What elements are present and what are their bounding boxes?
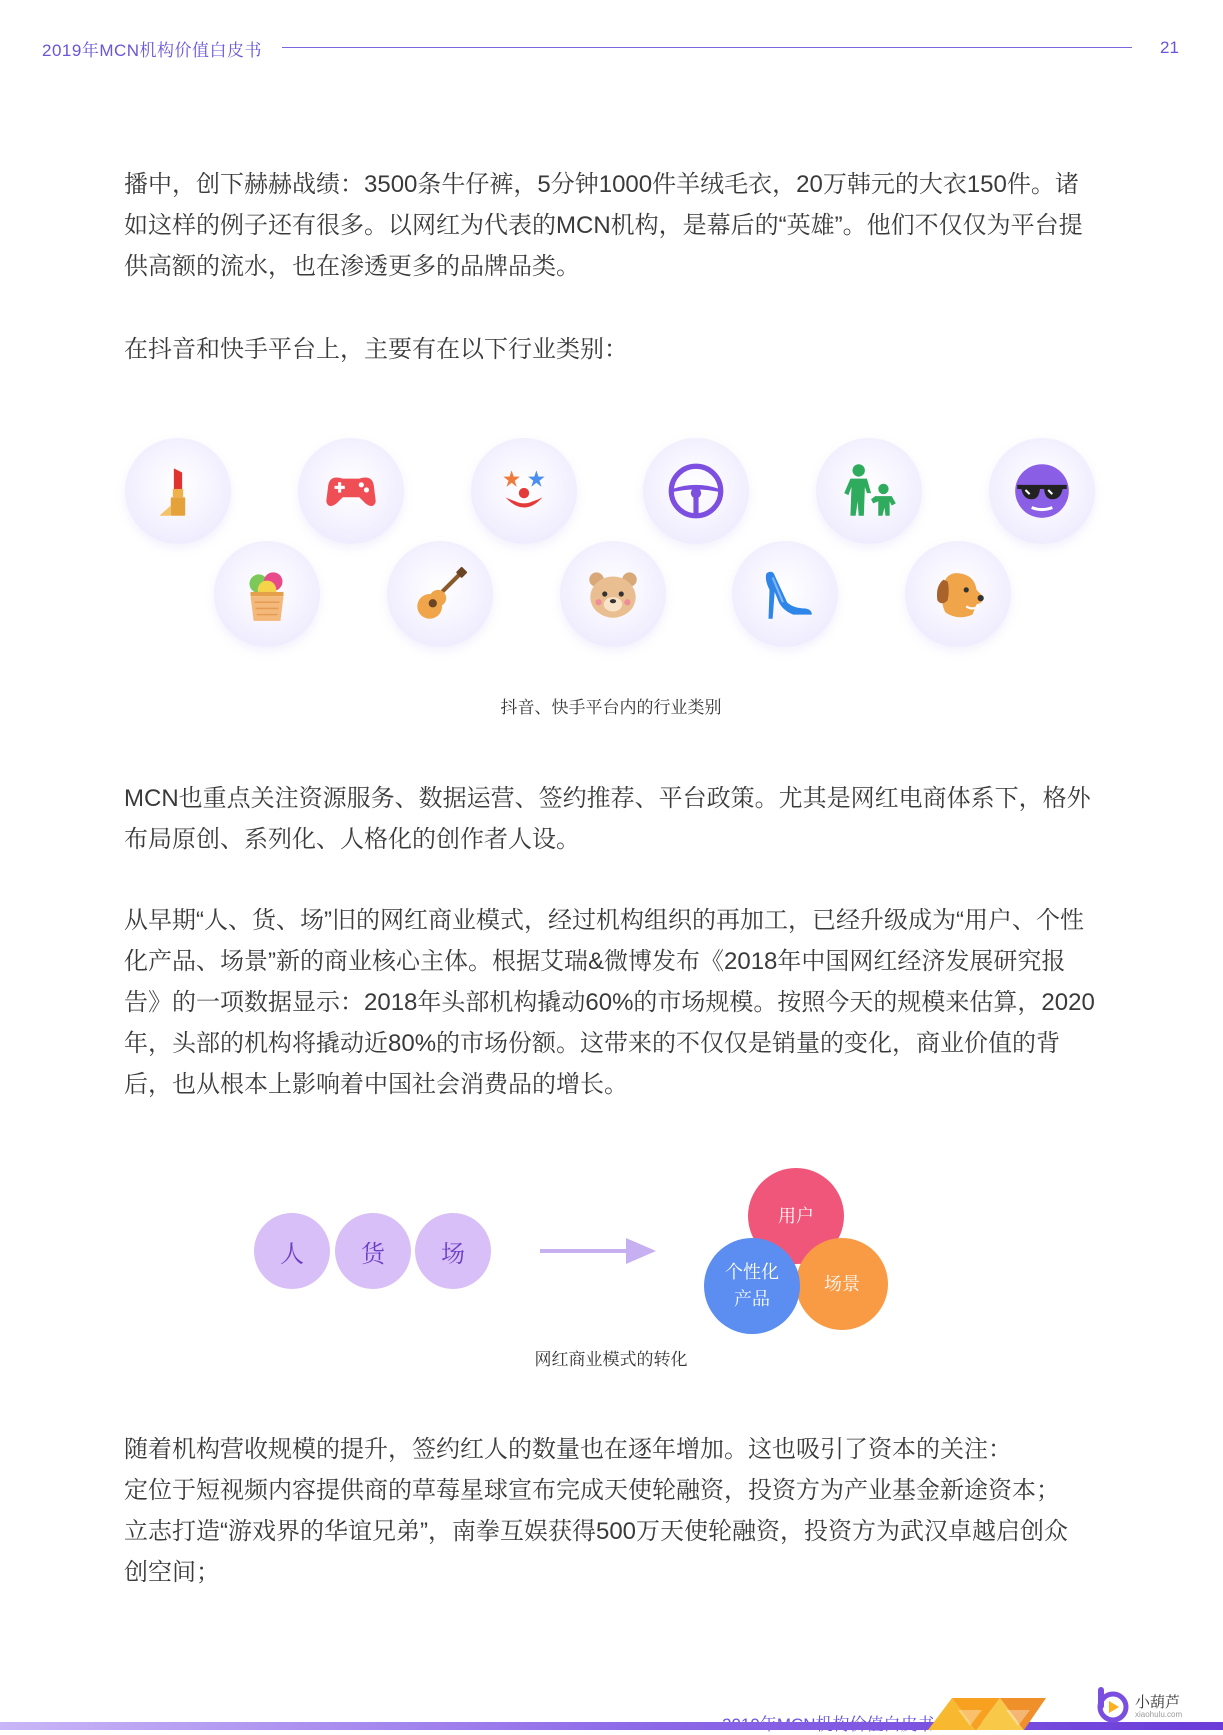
paragraph-line: 后，也从根本上影响着中国社会消费品的增长。: [124, 1071, 628, 1098]
dog-icon: [925, 561, 991, 627]
new-model-product-line1: 个性化: [725, 1262, 779, 1282]
paragraph-line: 在抖音和快手平台上，主要有在以下行业类别：: [124, 336, 628, 363]
logo-text: 小葫芦: [1135, 1694, 1181, 1711]
paragraph-line: 创空间；: [124, 1559, 220, 1586]
paragraph-line: 告》的一项数据显示：2018年头部机构撬动60%的市场规模。按照今天的规模来估算，2020: [124, 989, 1095, 1016]
new-model-product: [704, 1238, 800, 1334]
paragraph-line: 从早期“人、货、场”旧的网红商业模式，经过机构组织的再加工，已经升级成为“用户、个性: [124, 907, 1084, 934]
figure-1-caption: 抖音、快手平台内的行业类别: [500, 698, 722, 717]
paragraph-line: 立志打造“游戏界的华谊兄弟”，南拳互娱获得500万天使轮融资，投资方为武汉卓越启创众: [124, 1518, 1069, 1545]
icon-circle: [816, 438, 922, 544]
clown-icon: [491, 458, 557, 524]
paragraph-3: [124, 778, 1104, 860]
paragraph-2: [124, 329, 1104, 370]
paragraph-line: 供高额的流水，也在渗透更多的品牌品类。: [124, 253, 580, 280]
old-model-people: 人: [254, 1213, 330, 1289]
lipstick-icon: [145, 458, 211, 524]
bear-icon: [580, 561, 646, 627]
ice-cream-basket-icon: [234, 561, 300, 627]
icon-circle: [643, 438, 749, 544]
paragraph-line: 布局原创、系列化、人格化的创作者人设。: [124, 826, 580, 853]
sunglasses-icon: [1009, 458, 1075, 524]
figure-2-caption: 网红商业模式的转化: [534, 1350, 688, 1369]
icon-circle: [298, 438, 404, 544]
paragraph-line: 定位于短视频内容提供商的草莓星球宣布完成天使轮融资，投资方为产业基金新途资本；: [124, 1477, 1060, 1504]
paragraph-line: 化产品、场景”新的商业核心主体。根据艾瑞&微博发布《2018年中国网红经济发展研究报: [124, 948, 1066, 975]
paragraph-line: 如这样的例子还有很多。以网红为代表的MCN机构，是幕后的“英雄”。他们不仅仅为平台提: [124, 212, 1083, 239]
new-model-product-line2: 产品: [734, 1289, 770, 1309]
paragraph-1: [124, 164, 1104, 287]
icon-circle: [560, 541, 666, 647]
high-heel-icon: [752, 561, 818, 627]
icon-circle: [387, 541, 493, 647]
guitar-icon: [407, 561, 473, 627]
paragraph-5: [124, 1429, 1104, 1593]
old-model-place: 场: [415, 1213, 491, 1289]
icon-circle: [989, 438, 1095, 544]
logo-icon: [1095, 1685, 1131, 1723]
header-divider: [282, 47, 1132, 48]
paragraph-line: MCN也重点关注资源服务、数据运营、签约推荐、平台政策。尤其是网红电商体系下，格外: [124, 785, 1091, 812]
header-title: 2019年MCN机构价值白皮书: [42, 41, 263, 60]
logo-subtitle: xiaohulu.com: [1135, 1710, 1183, 1719]
paragraph-line: 随着机构营收规模的提升，签约红人的数量也在逐年增加。这也吸引了资本的关注：: [124, 1436, 1012, 1463]
parent-child-icon: [836, 458, 902, 524]
icon-circle: [214, 541, 320, 647]
paragraph-line: 播中，创下赫赫战绩：3500条牛仔裤，5分钟1000件羊绒毛衣，20万韩元的大衣150件。诸: [124, 171, 1079, 198]
icon-circle: [905, 541, 1011, 647]
transform-arrow-icon: [538, 1236, 658, 1266]
icon-circle: [125, 438, 231, 544]
new-model-scene: 场景: [796, 1238, 888, 1330]
paragraph-4: [124, 900, 1104, 1105]
page-number: 21: [1160, 38, 1179, 57]
paragraph-line: 年，头部的机构将撬动近80%的市场份额。这带来的不仅仅是销量的变化，商业价值的背: [124, 1030, 1061, 1057]
steering-wheel-icon: [663, 458, 729, 524]
old-model-goods: 货: [335, 1213, 411, 1289]
icon-circle: [471, 438, 577, 544]
gamepad-icon: [318, 458, 384, 524]
new-model-user: 用户: [748, 1168, 844, 1264]
icon-circle: [732, 541, 838, 647]
footer-triangles-decoration: [928, 1690, 1046, 1730]
